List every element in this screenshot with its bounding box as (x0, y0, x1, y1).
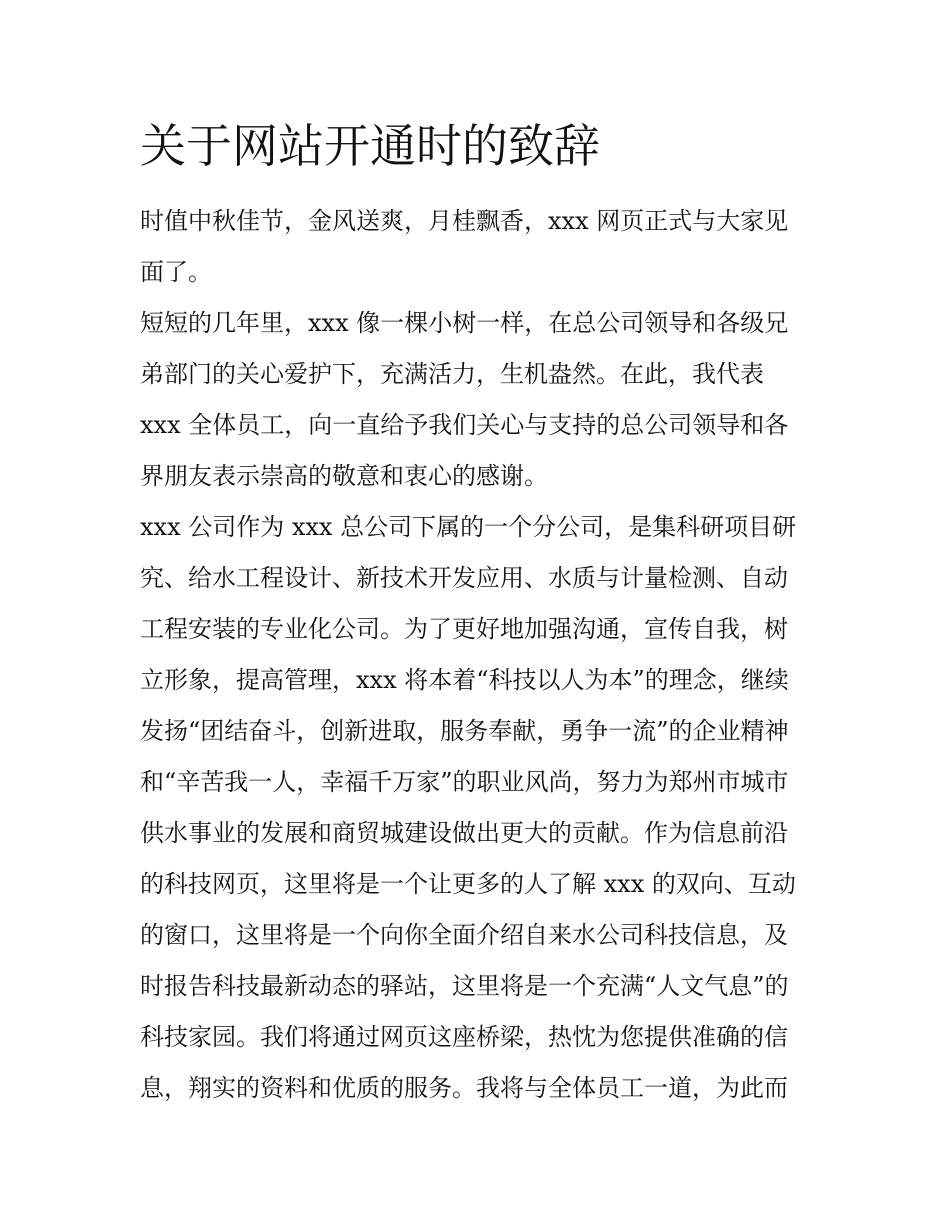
body-line: 究、给水工程设计、新技术开发应用、水质与计量检测、自动 (140, 564, 788, 592)
body-line: 的窗口，这里将是一个向你全面介绍自来水公司科技信息，及 (140, 921, 788, 949)
body-line: 弟部门的关心爱护下，充满活力，生机盎然。在此，我代表 (140, 360, 764, 388)
body-line: 时值中秋佳节，金风送爽，月桂飘香，xxx 网页正式与大家见 (140, 207, 789, 235)
document-title: 关于网站开通时的致辞 (140, 119, 600, 173)
body-line: xxx 全体员工，向一直给予我们关心与支持的总公司领导和各 (140, 411, 789, 439)
body-line: 息，翔实的资料和优质的服务。我将与全体员工一道，为此而 (140, 1074, 788, 1102)
body-line: 和“辛苦我一人，幸福千万家”的职业风尚，努力为郑州市城市 (140, 768, 789, 796)
body-line: xxx 公司作为 xxx 总公司下属的一个分公司，是集科研项目研 (140, 513, 797, 541)
body-line: 短短的几年里，xxx 像一棵小树一样，在总公司领导和各级兄 (140, 309, 789, 337)
body-line: 工程安装的专业化公司。为了更好地加强沟通，宣传自我，树 (140, 615, 788, 643)
body-line: 发扬“团结奋斗，创新进取，服务奉献，勇争一流”的企业精神 (140, 717, 789, 745)
body-line: 科技家园。我们将通过网页这座桥梁，热忱为您提供准确的信 (140, 1023, 788, 1051)
body-line: 面了。 (140, 258, 212, 286)
body-line: 供水事业的发展和商贸城建设做出更大的贡献。作为信息前沿 (140, 819, 788, 847)
body-line: 立形象，提高管理，xxx 将本着“科技以人为本”的理念，继续 (140, 666, 789, 694)
body-line: 的科技网页，这里将是一个让更多的人了解 xxx 的双向、互动 (140, 870, 796, 898)
body-line: 时报告科技最新动态的驿站，这里将是一个充满“人文气息”的 (140, 972, 789, 1000)
body-line: 界朋友表示崇高的敬意和衷心的感谢。 (140, 462, 548, 490)
